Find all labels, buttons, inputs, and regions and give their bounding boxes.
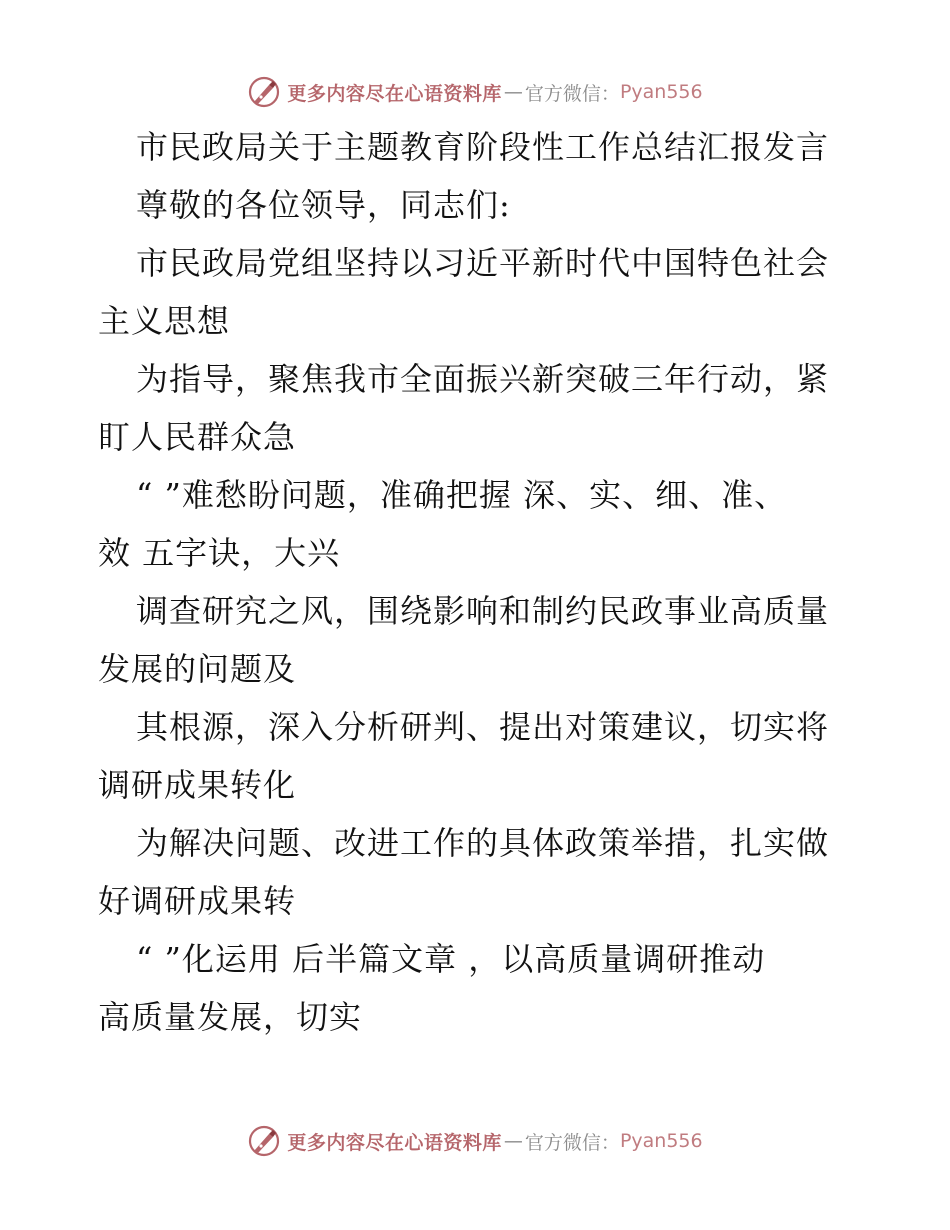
paragraph-line: 调查研究之风，围绕影响和制约民政事业高质量 [136, 592, 830, 630]
paragraph-line: “ ”化运用 后半篇文章 ，以高质量调研推动 [136, 940, 766, 978]
wechat-label: 官方微信： [524, 1131, 620, 1154]
paragraph-line: 其根源，深入分析研判、提出对策建议，切实将 [136, 708, 830, 746]
wechat-id: Pyan556 [619, 81, 703, 103]
banner-separator: — [503, 1130, 523, 1152]
paragraph-line: 效 五字诀，大兴 [98, 534, 341, 572]
paragraph-line: 市民政局党组坚持以习近平新时代中国特色社会 [136, 244, 830, 282]
paragraph-line: 调研成果转化 [98, 766, 297, 804]
paragraph-line: 好调研成果转 [98, 882, 297, 920]
paragraph-line: 高质量发展，切实 [98, 998, 363, 1036]
document-body [98, 118, 858, 1046]
paragraph-line: 为解决问题、改进工作的具体政策举措，扎实做 [136, 824, 830, 862]
banner-separator: — [503, 81, 523, 103]
header-banner [0, 72, 950, 112]
banner-text: 更多内容尽在心语资料库 [287, 1131, 502, 1154]
paragraph-line: 盯人民群众急 [98, 418, 297, 456]
wechat-id: Pyan556 [619, 1130, 703, 1152]
paragraph-line: 发展的问题及 [98, 650, 297, 688]
paragraph-line: “ ”难愁盼问题，准确把握 深、实、细、准、 [136, 476, 788, 514]
paragraph-line: 为指导，聚焦我市全面振兴新突破三年行动，紧 [136, 360, 830, 398]
salutation: 尊敬的各位领导，同志们: [136, 186, 511, 224]
pen-logo-icon [247, 75, 281, 109]
banner-text: 更多内容尽在心语资料库 [287, 82, 502, 105]
document-title: 市民政局关于主题教育阶段性工作总结汇报发言 [136, 128, 830, 166]
pen-logo-icon [247, 1124, 281, 1158]
wechat-label: 官方微信： [524, 82, 620, 105]
paragraph-line: 主义思想 [98, 302, 231, 340]
footer-banner [0, 1121, 950, 1161]
